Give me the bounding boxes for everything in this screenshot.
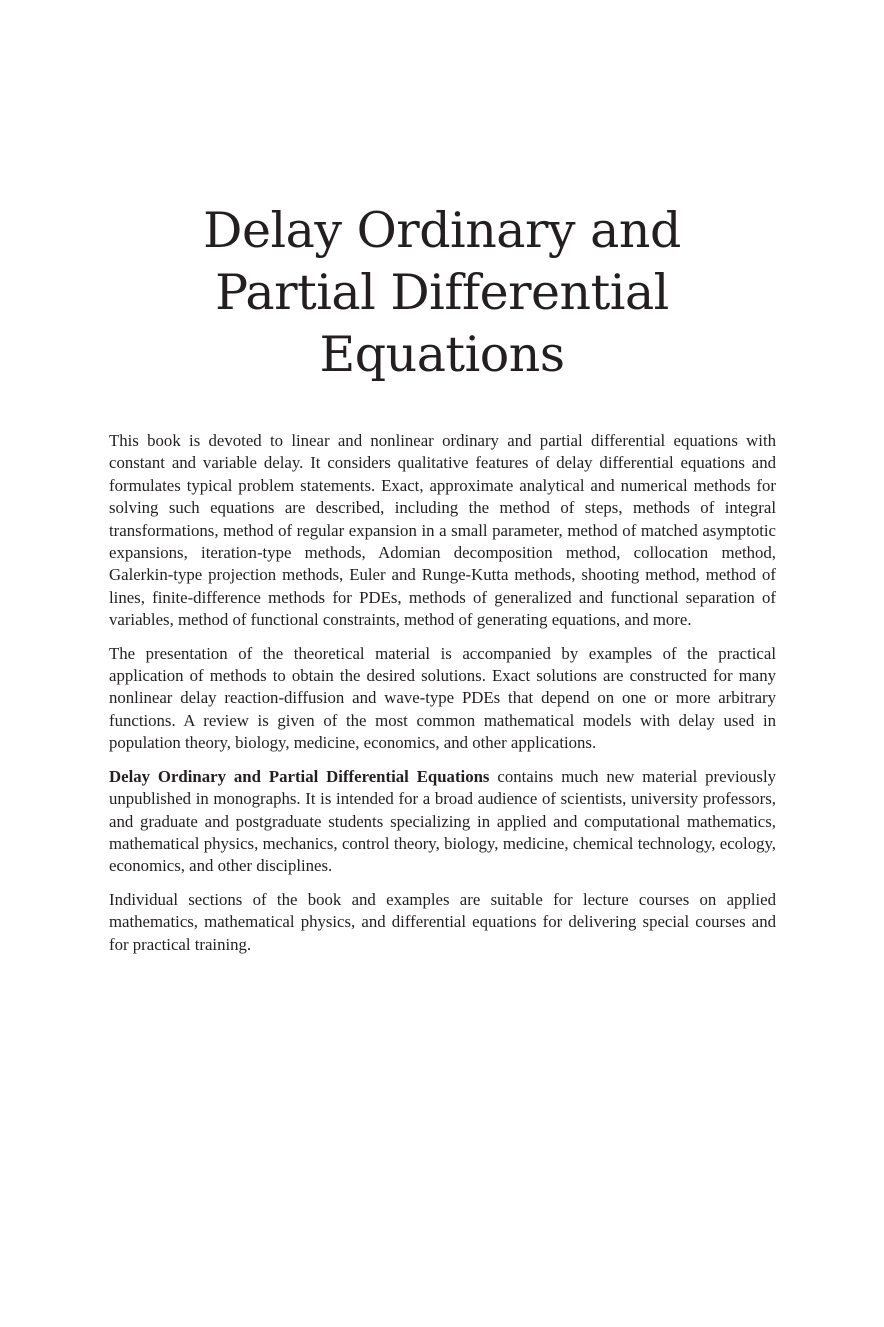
paragraph-courses: Individual sections of the book and examples are suitable for lecture courses on applied mathematics, mathematical physics, and differential equations for delivering special courses and for practical training. (109, 889, 776, 954)
book-title (120, 200, 764, 386)
paragraph-presentation: The presentation of the theoretical material is accompanied by examples of the practical application of methods to obtain the desired solutions. Exact solutions are constructed for many nonlinear delay reaction-diffusion and wave-type PDEs that depend on one or more arbitrary functions. A review is given of the most common mathematical models with delay used in population theory, biology, medicine, economics, and other applications. (109, 643, 776, 753)
book-description (109, 430, 776, 967)
title-line-1: Delay Ordinary and (203, 202, 681, 259)
paragraph-audience (109, 766, 776, 878)
book-title-inline: Delay Ordinary and Partial Differential Equations (109, 766, 490, 786)
title-line-3: Equations (319, 326, 565, 383)
paragraph-audience-text: contains much new material previously unpublished in monographs. It is intended for a broad audience of scientists, university professors, and graduate and postgraduate students specializing in applied and computational mathematics, mathematical physics, mechanics, control theory, biology, medicine, chemical technology, ecology, economics, and other disciplines. (109, 766, 776, 876)
title-line-2: Partial Differential (215, 264, 669, 321)
paragraph-intro: This book is devoted to linear and nonlinear ordinary and partial differential equations with constant and variable delay. It considers qualitative features of delay differential equations and formulates typical problem statements. Exact, approximate analytical and numerical methods for solving such equations are described, including the method of steps, methods of integral transformations, method of regular expansion in a small parameter, method of matched asymptotic expansions, iteration-type methods, Adomian decomposition method, collocation method, Galerkin-type projection methods, Euler and Runge-Kutta methods, shooting method, method of lines, finite-difference methods for PDEs, methods of generalized and functional separation of variables, method of functional constraints, method of generating equations, and more. (109, 431, 776, 630)
